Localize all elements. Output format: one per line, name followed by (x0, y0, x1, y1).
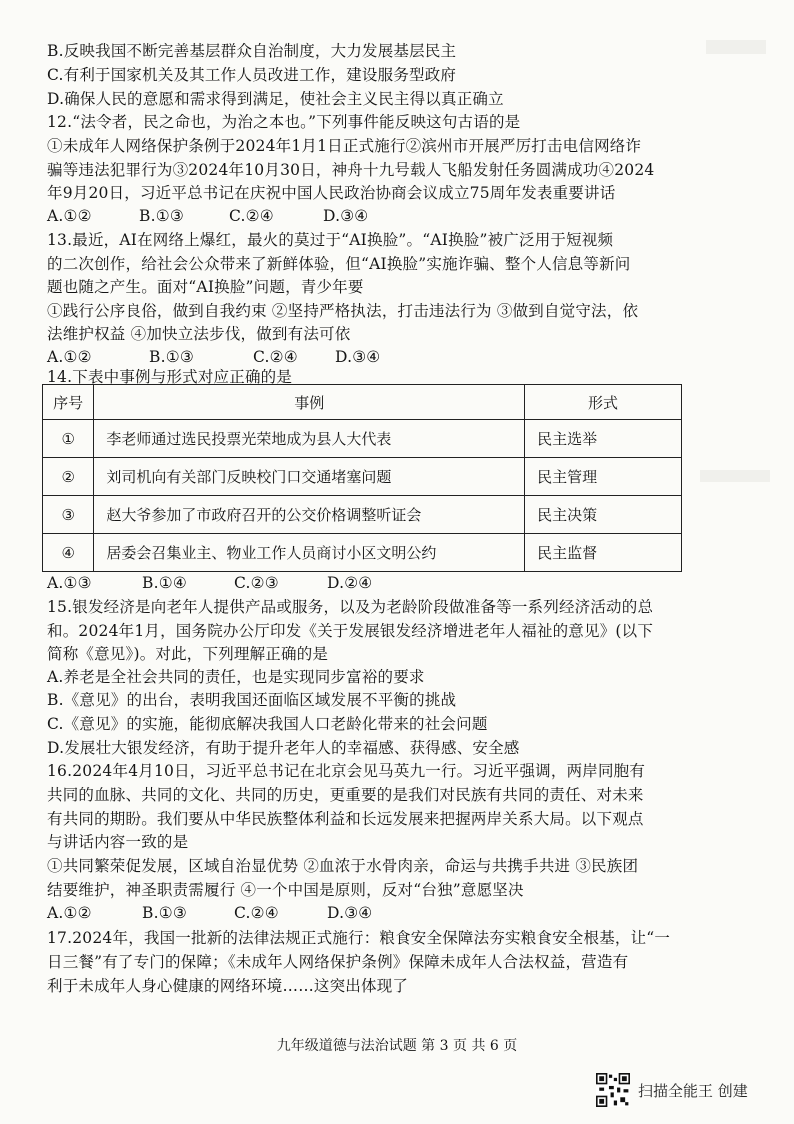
table-cell: 民主决策 (525, 496, 682, 534)
q13-option: A.①② (47, 348, 92, 366)
q16-options (47, 902, 782, 924)
q15-stem-1: 15.银发经济是向老年人提供产品或服务，以及为老龄阶段做准备等一系列经济活动的总 (47, 598, 654, 616)
table-cell: ④ (43, 534, 94, 572)
q14-stem: 14.下表中事例与形式对应正确的是 (47, 368, 293, 386)
q15-stem-2: 和。2024年1月，国务院办公厅印发《关于发展银发经济增进老年人福祉的意见》(以下 (47, 622, 654, 640)
q15-stem-3: 简称《意见》)。对此，下列理解正确的是 (47, 645, 329, 663)
table-cell: 李老师通过选民投票光荣地成为县人大代表 (94, 420, 525, 458)
table-cell: 民主监督 (525, 534, 682, 572)
q17-stem-1: 17.2024年，我国一批新的法律法规正式施行：粮食安全保障法夯实粮食安全根基，让“一 (47, 929, 671, 947)
table-row (43, 420, 682, 458)
q14-option: A.①③ (47, 574, 92, 592)
q16-option: C.②④ (234, 904, 279, 922)
q13-stem: 13.最近，AI在网络上爆红，最火的莫过于“AI换脸”。“AI换脸”被广泛用于短视频 (47, 231, 614, 249)
q13-option: D.③④ (335, 348, 381, 366)
q15-option-d: D.发展壮大银发经济，有助于提升老年人的幸福感、获得感、安全感 (47, 739, 520, 757)
q16-option: A.①② (47, 904, 92, 922)
scanner-label: 扫描全能王 创建 (638, 1081, 748, 1100)
q12-text-3: 年9月20日，习近平总书记在庆祝中国人民政治协商会议成立75周年发表重要讲话 (47, 184, 616, 202)
q12-option: D.③④ (323, 207, 369, 225)
table-cell: 民主管理 (525, 458, 682, 496)
bleed-mark (700, 470, 770, 482)
q16-items-1: ①共同繁荣促发展，区域自治显优势 ②血浓于水骨肉亲，命运与共携手共进 ③民族团 (47, 857, 639, 875)
table-cell: 赵大爷参加了市政府召开的公交价格调整听证会 (94, 496, 525, 534)
q16-stem-1: 16.2024年4月10日，习近平总书记在北京会见马英九一行。习近平强调，两岸同胞有 (47, 762, 646, 780)
q13-option: C.②④ (253, 348, 298, 366)
q12-text-1: ①未成年人网络保护条例于2024年1月1日正式施行②滨州市开展严厉打击电信网络诈 (47, 137, 642, 155)
q13-options (47, 346, 782, 368)
page-footer: 九年级道德与法治试题 第 3 页 共 6 页 (276, 1038, 518, 1054)
table-cell: ③ (43, 496, 94, 534)
table-row (43, 496, 682, 534)
q12-options (47, 205, 782, 227)
q13-text-2: 题也随之产生。面对“AI换脸”问题，青少年要 (47, 278, 364, 296)
table-cell: ② (43, 458, 94, 496)
q16-option: B.①③ (142, 904, 187, 922)
table-header-cell: 事例 (94, 385, 525, 420)
q17-stem-2: 日三餐”有了专门的保障；《未成年人网络保护条例》保障未成年人合法权益，营造有 (47, 953, 629, 971)
q16-items-2: 结要维护，神圣职责需履行 ④一个中国是原则，反对“台独”意愿坚决 (47, 881, 524, 899)
q14-options (47, 572, 782, 594)
table-header-cell: 序号 (43, 385, 94, 420)
table-row (43, 534, 682, 572)
q13-text-1: 的二次创作，给社会公众带来了新鲜体验，但“AI换脸”实施诈骗、整个人信息等新问 (47, 255, 631, 273)
q13-items-1: ①践行公序良俗，做到自我约束 ②坚持严格执法，打击违法行为 ③做到自觉守法，依 (47, 302, 639, 320)
q11-option-c: C.有利于国家机关及其工作人员改进工作，建设服务型政府 (47, 66, 457, 84)
q12-option: C.②④ (229, 207, 274, 225)
table-row (43, 458, 682, 496)
table-cell: 居委会召集业主、物业工作人员商讨小区文明公约 (94, 534, 525, 572)
q12-option: A.①② (47, 207, 92, 225)
table-header-row (43, 385, 682, 420)
q17-stem-3: 利于未成年人身心健康的网络环境……这突出体现了 (47, 977, 409, 995)
q11-option-d: D.确保人民的意愿和需求得到满足，使社会主义民主得以真正确立 (47, 90, 504, 108)
q15-option-b: B.《意见》的出台，表明我国还面临区域发展不平衡的挑战 (47, 691, 457, 709)
q13-items-2: 法维护权益 ④加快立法步伐，做到有法可依 (47, 325, 351, 343)
q11-option-b: B.反映我国不断完善基层群众自治制度，大力发展基层民主 (47, 42, 457, 60)
table-header-cell: 形式 (525, 385, 682, 420)
q12-stem: 12.“法令者，民之命也，为治之本也。”下列事件能反映这句古语的是 (47, 113, 521, 131)
q14-option: C.②③ (234, 574, 279, 592)
q15-option-c: C.《意见》的实施，能彻底解决我国人口老龄化带来的社会问题 (47, 715, 488, 733)
q16-stem-3: 有共同的期盼。我们要从中华民族整体利益和长远发展来把握两岸关系大局。以下观点 (47, 810, 644, 828)
q16-option: D.③④ (327, 904, 373, 922)
q14-option: B.①④ (142, 574, 187, 592)
table-cell: 刘司机向有关部门反映校门口交通堵塞问题 (94, 458, 525, 496)
q14-table (42, 384, 682, 572)
table-cell: ① (43, 420, 94, 458)
scanner-watermark (596, 1072, 748, 1108)
q16-stem-2: 共同的血脉、共同的文化、共同的历史，更重要的是我们对民族有共同的责任、对未来 (47, 786, 644, 804)
q16-stem-4: 与讲话内容一致的是 (47, 833, 189, 851)
q12-option: B.①③ (139, 207, 184, 225)
q12-text-2: 骗等违法犯罪行为③2024年10月30日，神舟十九号载人飞船发射任务圆满成功④2024 (47, 161, 655, 179)
table-cell: 民主选举 (525, 420, 682, 458)
qr-code-icon (596, 1073, 630, 1107)
q14-option: D.②④ (327, 574, 373, 592)
q15-option-a: A.养老是全社会共同的责任，也是实现同步富裕的要求 (47, 668, 425, 686)
q13-option: B.①③ (149, 348, 194, 366)
